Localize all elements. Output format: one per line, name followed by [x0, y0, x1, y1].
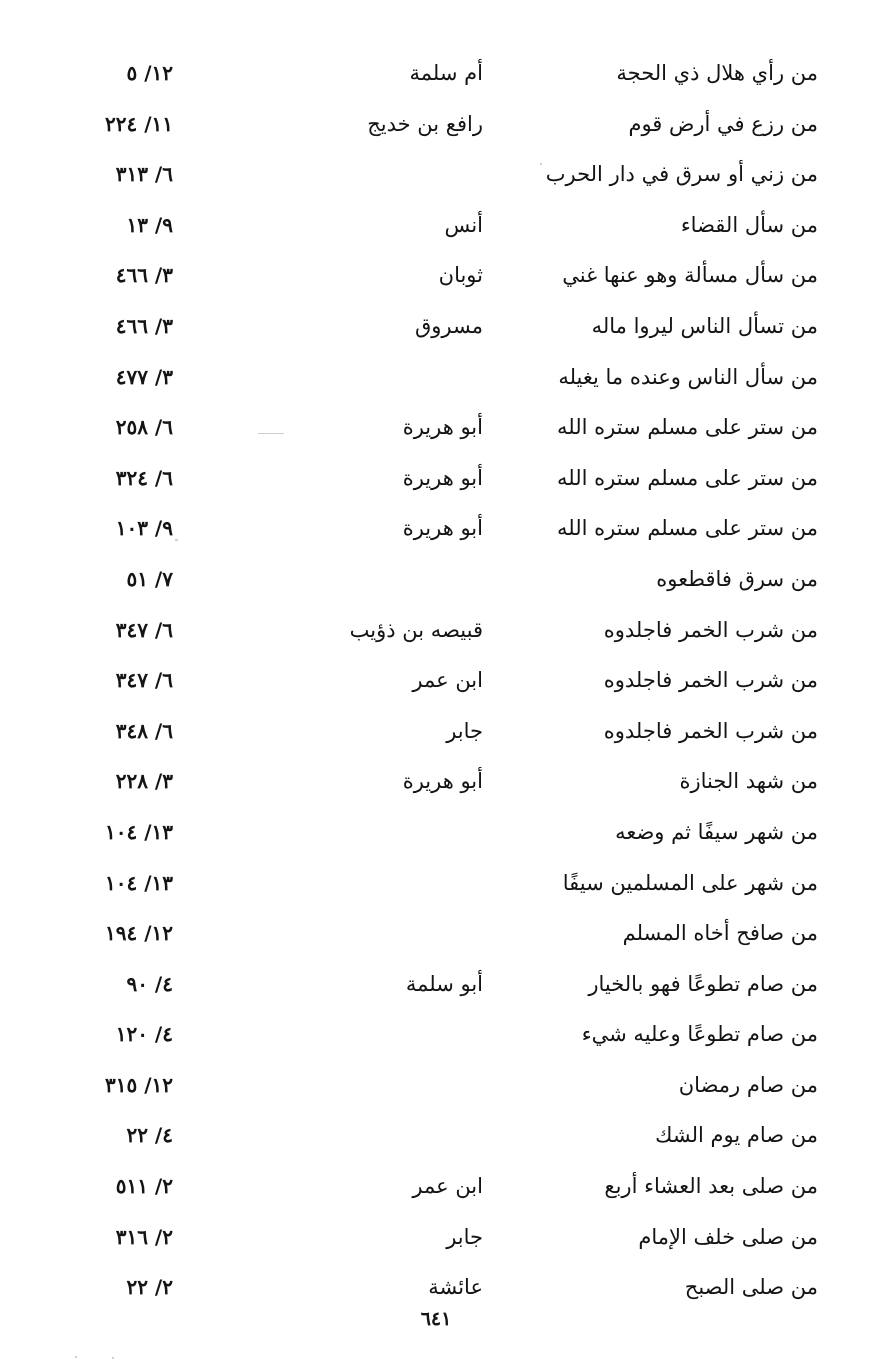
hadith-text: من صلى الصبح: [684, 1275, 818, 1300]
volume-page-reference: ١٢/ ٥: [126, 61, 173, 85]
hadith-text: من صلى بعد العشاء أربع: [604, 1174, 818, 1199]
volume-page-reference: ٣/ ٢٢٨: [115, 769, 173, 794]
index-row: [0, 1060, 873, 1111]
volume-page-reference: ٤/ ١٢٠: [115, 1022, 173, 1047]
index-row: [0, 453, 873, 504]
scan-speck: [75, 1356, 77, 1358]
index-row: [0, 352, 873, 403]
scan-speck: [112, 1357, 114, 1359]
narrator-name: مسروق: [414, 313, 483, 338]
narrator-name: [283, 149, 483, 200]
scan-speck: [175, 539, 178, 541]
hadith-text: من صلى خلف الإمام: [638, 1224, 818, 1249]
narrator-name: ابن عمر: [412, 668, 483, 693]
hadith-text: من صام يوم الشك: [655, 1123, 818, 1148]
volume-page-reference: ٩/ ١٠٣: [115, 516, 173, 541]
page-number: ٦٤١: [420, 1308, 452, 1330]
hadith-text: من رزع في أرض قوم: [628, 111, 818, 136]
hadith-text: من صام تطوعًا وعليه شيء: [581, 1022, 818, 1047]
volume-page-reference: ٢/ ٣١٦: [115, 1224, 173, 1249]
volume-page-reference: ٧/ ٥١: [126, 566, 173, 591]
index-row: [0, 1212, 873, 1263]
narrator-name: عائشة: [428, 1275, 483, 1300]
hadith-text: من ستر على مسلم ستره الله: [557, 465, 818, 490]
volume-page-reference: ٦/ ٣١٣: [115, 162, 173, 187]
hadith-text: من سأل مسألة وهو عنها غني: [562, 263, 818, 288]
narrator-name: [283, 1009, 483, 1060]
narrator-name: [283, 352, 483, 403]
volume-page-reference: ٦/ ٣٢٤: [115, 465, 173, 490]
index-row: [0, 402, 873, 453]
volume-page-reference: ٦/ ٣٤٧: [115, 668, 173, 693]
volume-page-reference: ٩/ ١٣: [126, 212, 173, 237]
narrator-name: أبو هريرة: [402, 769, 483, 794]
narrator-name: [283, 1060, 483, 1111]
hadith-text: من سأل الناس وعنده ما يغيله: [558, 364, 818, 389]
index-row: [0, 1161, 873, 1212]
index-row: [0, 1110, 873, 1161]
hadith-text: من شرب الخمر فاجلدوه: [603, 617, 818, 642]
volume-page-reference: ١٣/ ١٠٤: [105, 819, 173, 844]
index-row: [0, 756, 873, 807]
narrator-name: أنس: [444, 212, 483, 237]
volume-page-reference: ٤/ ٢٢: [126, 1123, 173, 1148]
index-row: [0, 1262, 873, 1313]
index-row: [0, 503, 873, 554]
narrator-name: جابر: [446, 718, 483, 743]
hadith-text: من شرب الخمر فاجلدوه: [603, 718, 818, 743]
hadith-text: من شهر سيفًا ثم وضعه: [615, 819, 818, 844]
hadith-text: من ستر على مسلم ستره الله: [557, 516, 818, 541]
narrator-name: أم سلمة: [409, 61, 483, 85]
volume-page-reference: ١٢/ ١٩٤: [105, 921, 173, 946]
index-row: [0, 908, 873, 959]
volume-page-reference: ٤/ ٩٠: [126, 971, 173, 996]
index-row: [0, 250, 873, 301]
index-row: [0, 99, 873, 150]
narrator-name: أبو هريرة: [402, 516, 483, 541]
narrator-name: جابر: [446, 1224, 483, 1249]
hadith-text: من سأل القضاء: [680, 212, 818, 237]
narrator-name: [283, 1110, 483, 1161]
index-row: [0, 1009, 873, 1060]
hadith-text: من زني أو سرق في دار الحرب: [545, 162, 818, 187]
volume-page-reference: ٣/ ٤٧٧: [115, 364, 173, 389]
index-row: [0, 48, 873, 99]
hadith-text: من صام رمضان: [678, 1072, 818, 1097]
index-row: [0, 149, 873, 200]
narrator-name: أبو هريرة: [402, 465, 483, 490]
narrator-name: [283, 807, 483, 858]
index-row: [0, 706, 873, 757]
index-row: [0, 655, 873, 706]
volume-page-reference: ١٣/ ١٠٤: [105, 870, 173, 895]
narrator-name: أبو هريرة: [402, 415, 483, 440]
hadith-index-table: [0, 48, 873, 1313]
volume-page-reference: ٦/ ٣٤٧: [115, 617, 173, 642]
index-row: [0, 959, 873, 1010]
index-row: [0, 200, 873, 251]
volume-page-reference: ٦/ ٢٥٨: [115, 415, 173, 440]
index-row: [0, 605, 873, 656]
scan-speck: [258, 433, 284, 434]
hadith-text: من صافح أخاه المسلم: [622, 921, 818, 946]
narrator-name: [283, 908, 483, 959]
narrator-name: رافع بن خديج: [367, 111, 483, 136]
hadith-text: من شهد الجنازة: [679, 769, 818, 794]
volume-page-reference: ٣/ ٤٦٦: [115, 313, 173, 338]
index-row: [0, 554, 873, 605]
hadith-text: من ستر على مسلم ستره الله: [557, 415, 818, 440]
index-row: [0, 807, 873, 858]
volume-page-reference: ٣/ ٤٦٦: [115, 263, 173, 288]
volume-page-reference: ٦/ ٣٤٨: [115, 718, 173, 743]
volume-page-reference: ٢/ ٥١١: [115, 1174, 173, 1199]
hadith-text: من تسأل الناس ليروا ماله: [591, 313, 818, 338]
volume-page-reference: ١٢/ ٣١٥: [105, 1072, 173, 1097]
hadith-text: من صام تطوعًا فهو بالخيار: [588, 971, 818, 996]
hadith-text: من سرق فاقطعوه: [656, 566, 818, 591]
volume-page-reference: ٢/ ٢٢: [126, 1275, 173, 1300]
scan-speck: [540, 163, 542, 165]
hadith-text: من شهر على المسلمين سيفًا: [562, 870, 818, 895]
hadith-text: من شرب الخمر فاجلدوه: [603, 668, 818, 693]
hadith-text: من رأي هلال ذي الحجة: [616, 61, 818, 85]
narrator-name: قبيصه بن ذؤيب: [349, 617, 483, 642]
narrator-name: ثوبان: [438, 263, 483, 288]
narrator-name: أبو سلمة: [405, 971, 483, 996]
narrator-name: ابن عمر: [412, 1174, 483, 1199]
narrator-name: [283, 554, 483, 605]
narrator-name: [283, 858, 483, 909]
volume-page-reference: ١١/ ٢٢٤: [105, 111, 173, 136]
index-row: [0, 858, 873, 909]
index-row: [0, 301, 873, 352]
